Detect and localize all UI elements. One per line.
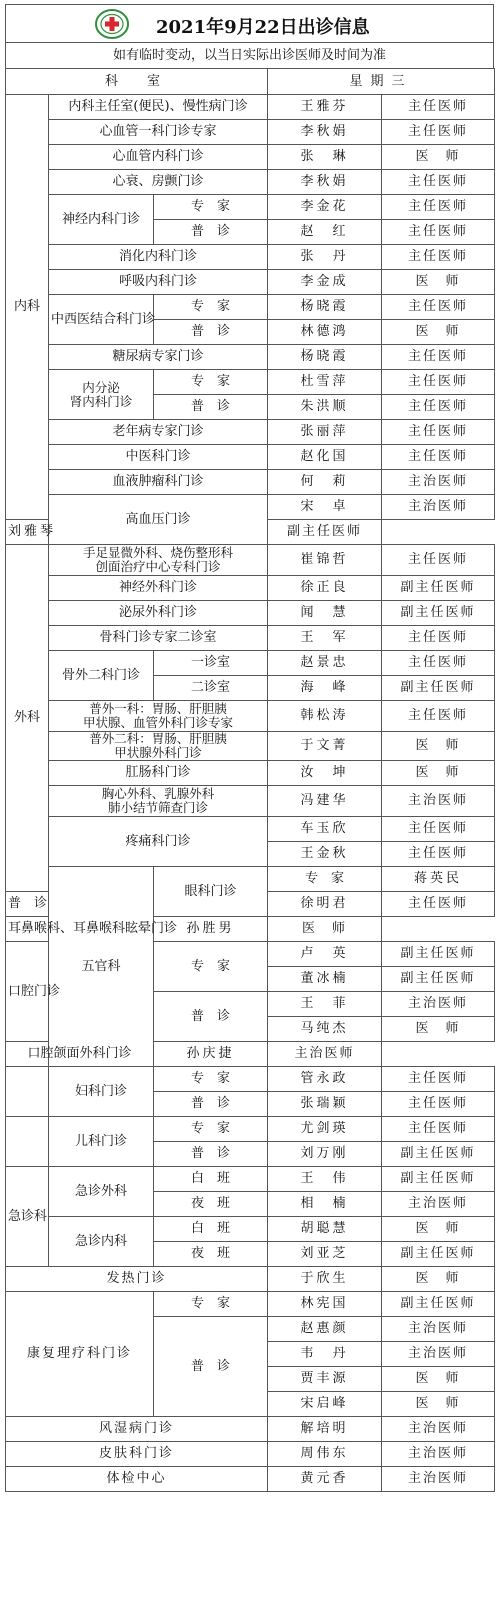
shift-cell: 普 诊 xyxy=(154,220,268,245)
table-header-row xyxy=(6,69,495,95)
table-row xyxy=(6,270,495,295)
doctor-name: 董冰楠 xyxy=(268,967,382,992)
clinic-cell: 妇科门诊 xyxy=(49,1067,154,1117)
doctor-name: 贾丰源 xyxy=(268,1367,382,1392)
doctor-title: 主任医师 xyxy=(382,195,495,220)
doctor-name: 王 军 xyxy=(268,626,382,651)
shift-cell: 白 班 xyxy=(154,1217,268,1242)
table-row xyxy=(6,95,495,120)
doctor-name: 孙胜男 xyxy=(154,917,268,942)
shift-cell: 普 诊 xyxy=(154,1142,268,1167)
clinic-cell: 神经内科门诊 xyxy=(49,195,154,245)
clinic-cell: 内分泌 肾内科门诊 xyxy=(49,370,154,420)
doctor-title: 主任医师 xyxy=(382,170,495,195)
doctor-title: 副主任医师 xyxy=(382,676,495,701)
doctor-title: 副主任医师 xyxy=(382,1292,495,1317)
doctor-name: 于文菁 xyxy=(268,732,382,761)
shift-cell: 普 诊 xyxy=(154,992,268,1042)
clinic-cell: 胸心外科、乳腺外科 肺小结节筛查门诊 xyxy=(49,786,268,817)
doctor-title: 主任医师 xyxy=(382,220,495,245)
hospital-logo xyxy=(94,8,130,40)
doctor-title: 医 师 xyxy=(382,270,495,295)
clinic-cell: 眼科门诊 xyxy=(154,867,268,917)
doctor-title: 主任医师 xyxy=(382,701,495,732)
doctor-title: 主任医师 xyxy=(382,1092,495,1117)
shift-cell: 二诊室 xyxy=(154,676,268,701)
shift-cell: 专 家 xyxy=(154,295,268,320)
shift-cell: 普 诊 xyxy=(154,320,268,345)
clinic-cell: 普外一科：胃肠、肝胆胰 甲状腺、血管外科门诊专家 xyxy=(49,701,268,732)
doctor-name: 卢 英 xyxy=(268,942,382,967)
clinic-cell: 消化内科门诊 xyxy=(49,245,268,270)
shift-cell: 普 诊 xyxy=(154,1317,268,1417)
doctor-name: 冯建华 xyxy=(268,786,382,817)
table-row xyxy=(6,1292,495,1317)
clinic-cell: 内科主任室(便民)、慢性病门诊 xyxy=(49,95,268,120)
shift-cell: 普 诊 xyxy=(154,395,268,420)
clinic-cell: 心血管一科门诊专家 xyxy=(49,120,268,145)
table-row xyxy=(6,786,495,817)
shift-cell: 普 诊 xyxy=(154,1092,268,1117)
doctor-name: 蒋英民 xyxy=(382,867,495,892)
dept-column-header: 科 室 xyxy=(6,69,268,95)
doctor-name: 杨晓霞 xyxy=(268,345,382,370)
table-row xyxy=(6,601,495,626)
doctor-name: 刘雅琴 xyxy=(6,520,49,545)
category-cell: 外科 xyxy=(6,545,49,892)
table-row xyxy=(6,370,495,395)
category-cell: 皮肤科门诊 xyxy=(6,1442,268,1467)
clinic-cell: 高血压门诊 xyxy=(49,495,268,545)
doctor-title: 主任医师 xyxy=(382,395,495,420)
doctor-name: 赵化国 xyxy=(268,445,382,470)
category-cell: 急诊科 xyxy=(6,1167,49,1267)
clinic-cell: 骨外二科门诊 xyxy=(49,651,154,701)
doctor-title: 主治医师 xyxy=(382,470,495,495)
doctor-name: 管永政 xyxy=(268,1067,382,1092)
doctor-title: 医 师 xyxy=(382,1267,495,1292)
category-cell xyxy=(6,1117,49,1167)
doctor-title: 主任医师 xyxy=(382,345,495,370)
doctor-title: 主任医师 xyxy=(382,545,495,576)
table-row xyxy=(6,1442,495,1467)
shift-cell: 专 家 xyxy=(268,867,382,892)
doctor-name: 林宪国 xyxy=(268,1292,382,1317)
doctor-name: 张 丹 xyxy=(268,245,382,270)
doctor-name: 汝 坤 xyxy=(268,761,382,786)
doctor-title: 医 师 xyxy=(268,917,382,942)
doctor-name: 刘万刚 xyxy=(268,1142,382,1167)
doctor-name: 胡聪慧 xyxy=(268,1217,382,1242)
doctor-name: 宋 卓 xyxy=(268,495,382,520)
table-row xyxy=(6,445,495,470)
doctor-name: 孙庆捷 xyxy=(154,1042,268,1067)
doctor-title: 副主任医师 xyxy=(382,1142,495,1167)
schedule-body xyxy=(6,95,495,1492)
shift-cell: 专 家 xyxy=(154,942,268,992)
doctor-name: 赵景忠 xyxy=(268,651,382,676)
doctor-title: 主治医师 xyxy=(382,992,495,1017)
clinic-cell: 耳鼻喉科、耳鼻喉科眩晕门诊 xyxy=(6,917,154,942)
category-cell xyxy=(6,1067,49,1117)
doctor-name: 徐正良 xyxy=(268,576,382,601)
table-row xyxy=(6,1067,495,1092)
doctor-title: 医 师 xyxy=(382,320,495,345)
clinic-cell: 急诊外科 xyxy=(49,1167,154,1217)
doctor-name: 韦 丹 xyxy=(268,1342,382,1367)
doctor-name: 周伟东 xyxy=(268,1442,382,1467)
doctor-name: 赵惠颜 xyxy=(268,1317,382,1342)
doctor-title: 主任医师 xyxy=(382,295,495,320)
clinic-cell: 普外二科：胃肠、肝胆胰 甲状腺外科门诊 xyxy=(49,732,268,761)
shift-cell: 专 家 xyxy=(154,195,268,220)
shift-cell: 普 诊 xyxy=(6,892,49,917)
doctor-title: 医 师 xyxy=(382,732,495,761)
doctor-title: 主治医师 xyxy=(382,1192,495,1217)
doctor-title: 主任医师 xyxy=(382,1067,495,1092)
doctor-name: 黄元香 xyxy=(268,1467,382,1492)
doctor-name: 王 伟 xyxy=(268,1167,382,1192)
doctor-name: 李金花 xyxy=(268,195,382,220)
doctor-name: 宋启峰 xyxy=(268,1392,382,1417)
doctor-name: 马纯杰 xyxy=(268,1017,382,1042)
doctor-name: 杜雪萍 xyxy=(268,370,382,395)
doctor-name: 王金秋 xyxy=(268,842,382,867)
table-row xyxy=(6,1267,495,1292)
clinic-cell: 口腔门诊 xyxy=(6,942,49,1042)
doctor-title: 主任医师 xyxy=(382,842,495,867)
clinic-cell: 口腔颌面外科门诊 xyxy=(6,1042,154,1067)
doctor-name: 杨晓霞 xyxy=(268,295,382,320)
doctor-name: 于欣生 xyxy=(268,1267,382,1292)
doctor-name: 刘亚芝 xyxy=(268,1242,382,1267)
table-row xyxy=(6,420,495,445)
doctor-title: 医 师 xyxy=(382,145,495,170)
doctor-name: 海 峰 xyxy=(268,676,382,701)
shift-cell: 夜 班 xyxy=(154,1192,268,1217)
doctor-title: 主任医师 xyxy=(382,445,495,470)
clinic-cell: 肛肠科门诊 xyxy=(49,761,268,786)
doctor-name: 崔锦哲 xyxy=(268,545,382,576)
shift-cell: 专 家 xyxy=(154,1067,268,1092)
doctor-name: 韩松涛 xyxy=(268,701,382,732)
doctor-name: 张 琳 xyxy=(268,145,382,170)
table-row xyxy=(6,917,495,942)
table-row xyxy=(6,345,495,370)
doctor-title: 主治医师 xyxy=(268,1042,382,1067)
doctor-title: 医 师 xyxy=(382,1017,495,1042)
clinic-cell: 疼痛科门诊 xyxy=(49,817,268,867)
doctor-title: 主任医师 xyxy=(382,626,495,651)
doctor-title: 主任医师 xyxy=(382,892,495,917)
header xyxy=(5,4,494,42)
table-row xyxy=(6,576,495,601)
doctor-name: 朱洪顺 xyxy=(268,395,382,420)
shift-cell: 专 家 xyxy=(154,370,268,395)
doctor-name: 王雅芬 xyxy=(268,95,382,120)
doctor-name: 林德鸿 xyxy=(268,320,382,345)
doctor-name: 李秋娟 xyxy=(268,120,382,145)
clinic-cell: 神经外科门诊 xyxy=(49,576,268,601)
clinic-cell: 呼吸内科门诊 xyxy=(49,270,268,295)
table-row xyxy=(6,1042,495,1067)
category-cell: 体检中心 xyxy=(6,1467,268,1492)
doctor-title: 副主任医师 xyxy=(382,601,495,626)
doctor-title: 主任医师 xyxy=(382,817,495,842)
doctor-title: 医 师 xyxy=(382,1217,495,1242)
doctor-name: 车玉欣 xyxy=(268,817,382,842)
doctor-title: 主任医师 xyxy=(382,95,495,120)
doctor-name: 尤剑瑛 xyxy=(268,1117,382,1142)
doctor-title: 医 师 xyxy=(382,1367,495,1392)
table-row xyxy=(6,626,495,651)
doctor-title: 主治医师 xyxy=(382,495,495,520)
table-row xyxy=(6,701,495,732)
shift-cell: 专 家 xyxy=(154,1117,268,1142)
table-row xyxy=(6,817,495,842)
clinic-cell: 中医科门诊 xyxy=(49,445,268,470)
page-title: 2021年9月22日出诊信息 xyxy=(156,17,370,38)
doctor-title: 主任医师 xyxy=(382,245,495,270)
shift-cell: 专 家 xyxy=(154,1292,268,1317)
table-row xyxy=(6,245,495,270)
doctor-name: 闻 慧 xyxy=(268,601,382,626)
doctor-title: 医 师 xyxy=(382,761,495,786)
clinic-cell: 手足显微外科、烧伤整形科 创面治疗中心专科门诊 xyxy=(49,545,268,576)
doctor-name: 相 楠 xyxy=(268,1192,382,1217)
table-row xyxy=(6,545,495,576)
doctor-name: 何 莉 xyxy=(268,470,382,495)
doctor-name: 解培明 xyxy=(268,1417,382,1442)
table-row xyxy=(6,1167,495,1192)
table-row xyxy=(6,495,495,520)
category-cell: 风湿病门诊 xyxy=(6,1417,268,1442)
clinic-cell: 急诊内科 xyxy=(49,1217,154,1267)
schedule-table xyxy=(5,68,495,1492)
clinic-cell: 泌尿外科门诊 xyxy=(49,601,268,626)
doctor-title: 副主任医师 xyxy=(268,520,382,545)
doctor-title: 主任医师 xyxy=(382,370,495,395)
shift-cell: 一诊室 xyxy=(154,651,268,676)
clinic-cell: 儿科门诊 xyxy=(49,1117,154,1167)
doctor-name: 张丽萍 xyxy=(268,420,382,445)
doctor-name: 徐明君 xyxy=(268,892,382,917)
shift-cell: 白 班 xyxy=(154,1167,268,1192)
day-column-header: 星期三 xyxy=(268,69,495,95)
doctor-title: 主任医师 xyxy=(382,120,495,145)
doctor-title: 主治医师 xyxy=(382,1442,495,1467)
clinic-cell: 血液肿瘤科门诊 xyxy=(49,470,268,495)
doctor-title: 主任医师 xyxy=(382,1117,495,1142)
table-row xyxy=(6,195,495,220)
doctor-title: 主治医师 xyxy=(382,1467,495,1492)
table-row xyxy=(6,470,495,495)
clinic-cell: 骨科门诊专家二诊室 xyxy=(49,626,268,651)
doctor-name: 李金成 xyxy=(268,270,382,295)
category-cell: 康复理疗科门诊 xyxy=(6,1292,154,1417)
clinic-cell: 心血管内科门诊 xyxy=(49,145,268,170)
doctor-title: 副主任医师 xyxy=(382,942,495,967)
doctor-name: 李秋娟 xyxy=(268,170,382,195)
table-row xyxy=(6,170,495,195)
table-row xyxy=(6,761,495,786)
table-row xyxy=(6,120,495,145)
table-row xyxy=(6,732,495,761)
doctor-title: 主任医师 xyxy=(382,651,495,676)
doctor-title: 主治医师 xyxy=(382,1417,495,1442)
category-cell: 发热门诊 xyxy=(6,1267,268,1292)
clinic-cell: 老年病专家门诊 xyxy=(49,420,268,445)
doctor-title: 主治医师 xyxy=(382,1342,495,1367)
table-row xyxy=(6,1217,495,1242)
table-row xyxy=(6,1117,495,1142)
clinic-cell: 心衰、房颤门诊 xyxy=(49,170,268,195)
table-row xyxy=(6,867,495,892)
table-row xyxy=(6,1467,495,1492)
doctor-title: 副主任医师 xyxy=(382,576,495,601)
doctor-title: 主治医师 xyxy=(382,786,495,817)
doctor-title: 医 师 xyxy=(382,1392,495,1417)
category-cell: 内科 xyxy=(6,95,49,520)
shift-cell: 夜 班 xyxy=(154,1242,268,1267)
doctor-title: 副主任医师 xyxy=(382,967,495,992)
clinic-cell: 中西医结合科门诊 xyxy=(49,295,154,345)
doctor-name: 王 菲 xyxy=(268,992,382,1017)
category-cell: 五官科 xyxy=(49,867,154,1067)
clinic-cell: 糖尿病专家门诊 xyxy=(49,345,268,370)
doctor-title: 副主任医师 xyxy=(382,1167,495,1192)
doctor-name: 张瑞颖 xyxy=(268,1092,382,1117)
table-row xyxy=(6,1417,495,1442)
table-row xyxy=(6,651,495,676)
table-row xyxy=(6,295,495,320)
doctor-title: 副主任医师 xyxy=(382,1242,495,1267)
doctor-title: 主任医师 xyxy=(382,420,495,445)
table-row xyxy=(6,145,495,170)
notice-text: 如有临时变动，以当日实际出诊医师及时间为准 xyxy=(5,42,494,68)
doctor-name: 赵 红 xyxy=(268,220,382,245)
doctor-title: 主治医师 xyxy=(382,1317,495,1342)
